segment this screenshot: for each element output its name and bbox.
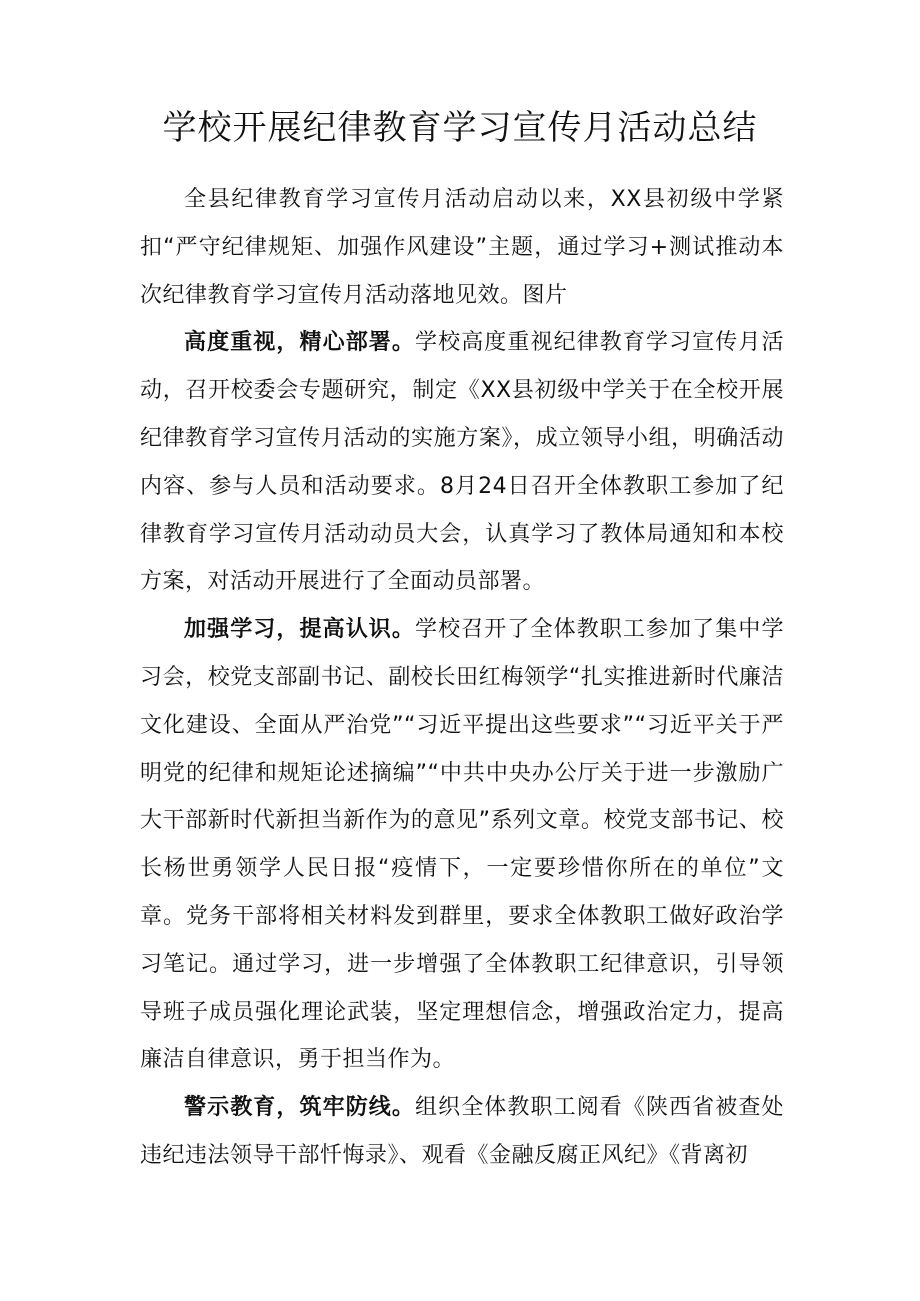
paragraph-text: 全县纪律教育学习宣传月活动启动以来，XX县初级中学紧扣“严守纪律规矩、加强作风建设”主题，通过学习+测试推动本次纪律教育学习宣传月活动落地见效。图片 (140, 187, 784, 308)
paragraph-intro (140, 176, 784, 319)
document-body (140, 176, 784, 1180)
paragraph-lead: 高度重视，精心部署。 (184, 330, 415, 356)
paragraph-lead: 警示教育，筑牢防线。 (184, 1095, 415, 1121)
document-title: 学校开展纪律教育学习宣传月活动总结 (162, 108, 758, 148)
paragraph-study (140, 606, 784, 1084)
paragraph-lead: 加强学习，提高认识。 (184, 617, 415, 643)
paragraph-text: 学校高度重视纪律教育学习宣传月活动，召开校委会专题研究，制定《XX县初级中学关于在全校开展纪律教育学习宣传月活动的实施方案》，成立领导小组，明确活动内容、参与人员和活动要求。8月24日召开全体教职工参加了纪律教育学习宣传月活动动员大会，认真学习了教体局通知和本校方案，对活动开展进行了全面动员部署。 (140, 330, 784, 595)
paragraph-text: 组织全体教职工阅看《陕西省被查处违纪违法领导干部忏悔录》、观看《金融反腐正风纪》《背离初 (140, 1095, 784, 1168)
paragraph-text: 学校召开了全体教职工参加了集中学习会，校党支部副书记、副校长田红梅领学“扎实推进新时代廉洁文化建设、全面从严治党”“习近平提出这些要求”“习近平关于严明党的纪律和规矩论述摘编”“中共中央办公厅关于进一步激励广大干部新时代新担当新作为的意见”系列文章。校党支部书记、校长杨世勇领学人民日报“疫情下，一定要珍惜你所在的单位”文章。党务干部将相关材料发到群里，要求全体教职工做好政治学习笔记。通过学习，进一步增强了全体教职工纪律意识，引导领导班子成员强化理论武装，坚定理想信念，增强政治定力，提高廉洁自律意识，勇于担当作为。 (140, 617, 784, 1073)
paragraph-warning (140, 1084, 784, 1180)
paragraph-deployment (140, 319, 784, 606)
